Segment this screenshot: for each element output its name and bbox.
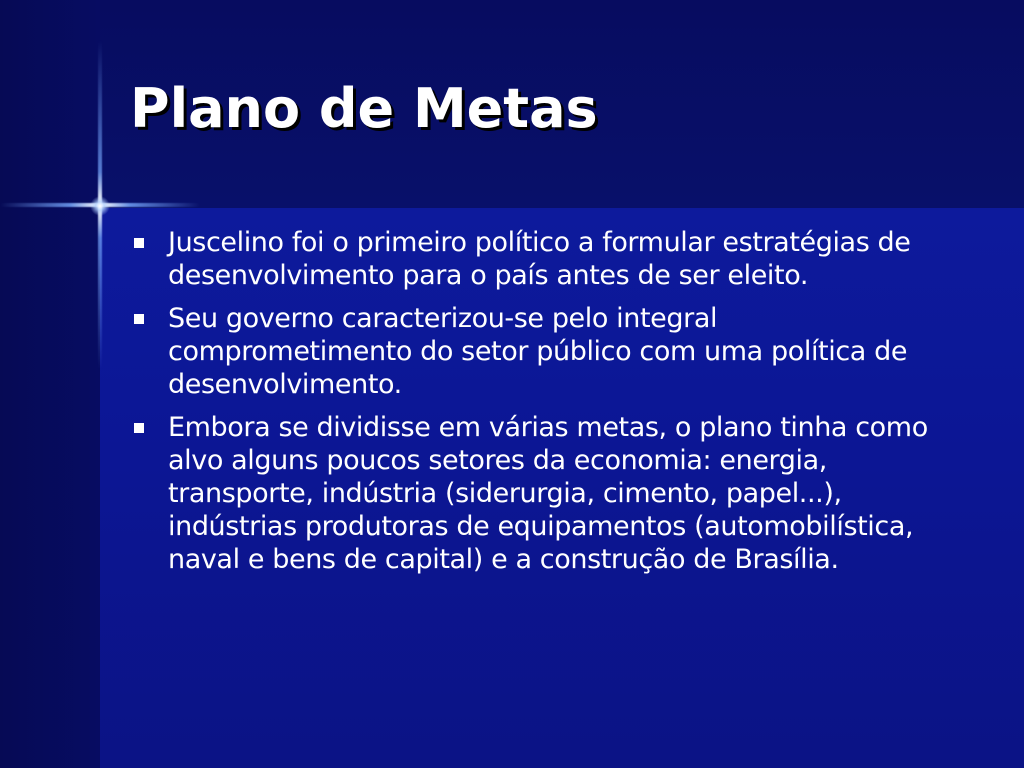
square-bullet-icon xyxy=(134,423,144,433)
light-flare-center xyxy=(90,196,110,216)
bullet-item xyxy=(130,411,950,576)
bullet-item xyxy=(130,302,950,401)
square-bullet-icon xyxy=(134,314,144,324)
slide-title: Plano de Metas xyxy=(130,77,598,140)
bullet-text: Juscelino foi o primeiro político a formular estratégias de desenvolvimento para o país antes de ser eleito. xyxy=(168,227,911,291)
bullet-text: Seu governo caracterizou-se pelo integral comprometimento do setor público com uma política de desenvolvimento. xyxy=(168,303,908,400)
bullet-list xyxy=(130,226,950,586)
bullet-item xyxy=(130,226,950,292)
bullet-text: Embora se dividisse em várias metas, o plano tinha como alvo alguns poucos setores da economia: energia, transporte, indústria (siderurgia, cimento, papel...), indústrias produtoras de equipamentos (automobilística, naval e bens de capital) e a construção de Brasília. xyxy=(168,412,928,575)
square-bullet-icon xyxy=(134,238,144,248)
left-band-background xyxy=(0,0,100,768)
